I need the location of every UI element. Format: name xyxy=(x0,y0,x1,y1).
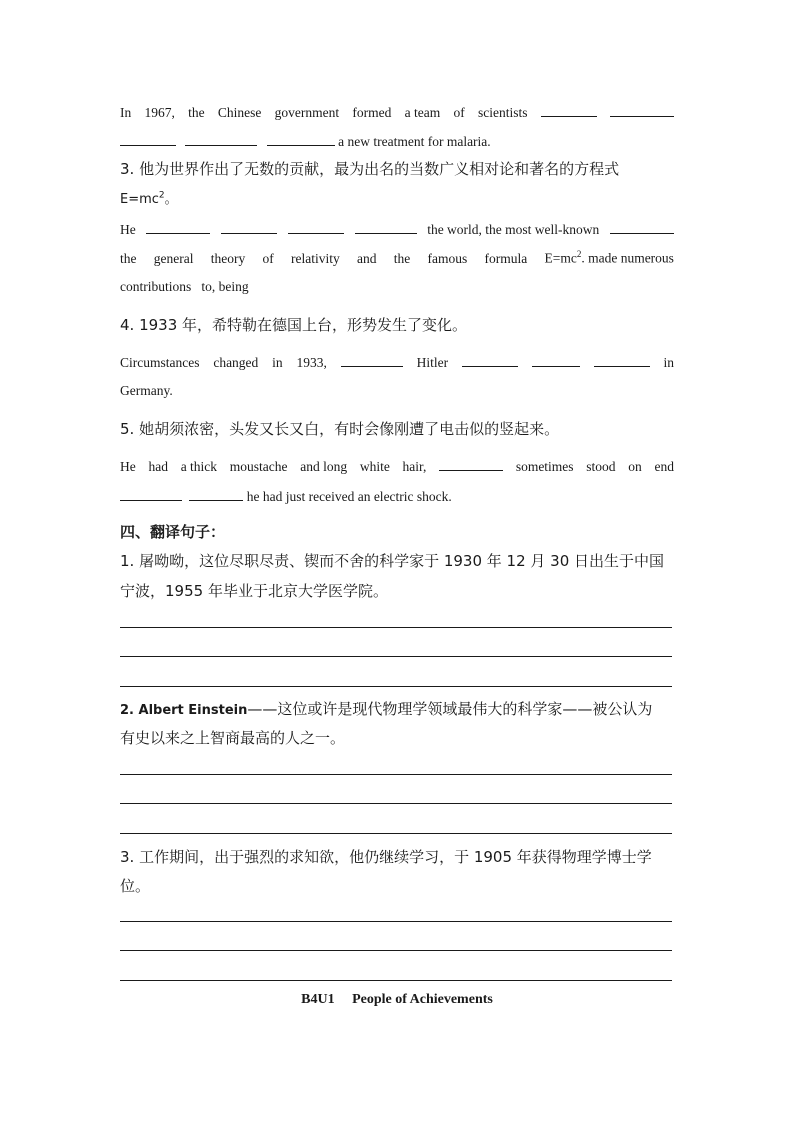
word: In xyxy=(120,105,132,120)
formula-text: E=mc xyxy=(120,192,159,207)
answer-line[interactable] xyxy=(120,950,672,951)
word: of xyxy=(453,105,465,120)
answer-line[interactable] xyxy=(120,921,672,922)
answer-line[interactable] xyxy=(120,686,672,687)
blank-field[interactable] xyxy=(185,132,257,146)
word: relativity xyxy=(290,250,340,266)
q2-lead: 2. Albert Einstein xyxy=(120,703,248,718)
blank-field[interactable] xyxy=(221,220,277,234)
s4-cn: 4. 1933 年，希特勒在德国上台，形势发生了变化。 xyxy=(120,316,468,334)
word: famous xyxy=(427,250,468,266)
s3-en-line3: contributions to, being xyxy=(120,279,249,294)
word: stood xyxy=(586,459,616,474)
s4-en-line1 xyxy=(120,353,674,371)
blank-field[interactable] xyxy=(594,353,650,367)
word: 1967, xyxy=(144,105,175,120)
q3-line1: 3. 工作期间，出于强烈的求知欲，他仍继续学习，于 1905 年获得物理学博士学 xyxy=(120,848,652,866)
s3-cn-line1: 3. 他为世界作出了无数的贡献，最为出名的当数广义相对论和著名的方程式 xyxy=(120,160,620,178)
word: formula xyxy=(484,250,528,266)
q1-line1: 1. 屠呦呦，这位尽职尽责、锲而不舍的科学家于 1930 年 12 月 30 日出生于中国 xyxy=(120,552,665,570)
tail-text: . made numerous xyxy=(581,250,674,266)
period: 。 xyxy=(164,192,178,207)
formula-with-tail xyxy=(544,249,673,267)
word: 1933, xyxy=(296,355,327,370)
q2-line1 xyxy=(120,698,674,719)
s4-en-line2: Germany. xyxy=(120,383,173,398)
word: general xyxy=(153,250,194,266)
s3-cn-line2 xyxy=(120,188,674,207)
word: sometimes xyxy=(515,459,574,474)
answer-line[interactable] xyxy=(120,774,672,775)
section-heading: 四、翻译句子： xyxy=(120,523,226,541)
word: Circumstances xyxy=(120,355,200,370)
word: moustache xyxy=(229,459,288,474)
s2-en-line2 xyxy=(120,132,674,150)
word: white xyxy=(359,459,390,474)
word: Chinese xyxy=(217,105,262,120)
word: hair, xyxy=(402,459,427,474)
word: He xyxy=(120,222,136,237)
word: on xyxy=(628,459,642,474)
word: government xyxy=(274,105,340,120)
blank-field[interactable] xyxy=(462,353,518,367)
blank-field[interactable] xyxy=(267,132,335,146)
s5-cn: 5. 她胡须浓密，头发又长又白，有时会像刚遭了电击似的竖起来。 xyxy=(120,420,560,438)
s2-tail-text: a new treatment for malaria. xyxy=(338,134,491,149)
s5-en-line1 xyxy=(120,457,674,475)
blank-field[interactable] xyxy=(288,220,344,234)
formula-text: E=mc xyxy=(544,250,577,266)
blank-field[interactable] xyxy=(355,220,417,234)
formula-superscript: 2 xyxy=(576,249,582,259)
s2-en-line1 xyxy=(120,103,674,121)
word: the xyxy=(188,105,205,120)
blank-field[interactable] xyxy=(120,132,176,146)
word: changed xyxy=(213,355,259,370)
word: a team xyxy=(404,105,441,120)
word: end xyxy=(654,459,674,474)
blank-field[interactable] xyxy=(439,457,503,471)
answer-line[interactable] xyxy=(120,627,672,628)
answer-line[interactable] xyxy=(120,656,672,657)
page-footer: B4U1 People of Achievements xyxy=(301,992,493,1007)
answer-line[interactable] xyxy=(120,803,672,804)
blank-field[interactable] xyxy=(189,487,243,501)
word: in xyxy=(663,355,674,370)
word: had xyxy=(148,459,168,474)
answer-line[interactable] xyxy=(120,833,672,834)
s5-en-line2 xyxy=(120,487,674,505)
word: a thick xyxy=(180,459,218,474)
word: Hitler xyxy=(416,355,449,370)
q2-line2: 有史以来之上智商最高的人之一。 xyxy=(120,729,346,747)
word: He xyxy=(120,459,136,474)
formula-superscript: 2 xyxy=(158,190,165,201)
q2-text: ——这位或许是现代物理学领域最伟大的科学家——被公认为 xyxy=(247,700,653,718)
blank-field[interactable] xyxy=(610,220,674,234)
word: the xyxy=(120,250,137,266)
q3-line2: 位。 xyxy=(120,877,151,895)
q1-line2: 宁波，1955 年毕业于北京大学医学院。 xyxy=(120,582,388,600)
blank-field[interactable] xyxy=(532,353,580,367)
answer-line[interactable] xyxy=(120,980,672,981)
word: scientists xyxy=(477,105,528,120)
s3-mid-text: the world, the most well-known xyxy=(427,222,600,237)
word: the xyxy=(393,250,411,266)
word: and xyxy=(356,250,377,266)
blank-field[interactable] xyxy=(146,220,210,234)
word: of xyxy=(262,250,274,266)
blank-field[interactable] xyxy=(341,353,403,367)
blank-field[interactable] xyxy=(610,103,674,117)
word: formed xyxy=(352,105,392,120)
s3-en-line2 xyxy=(120,249,674,267)
word: and long xyxy=(300,459,348,474)
blank-field[interactable] xyxy=(541,103,597,117)
word: in xyxy=(272,355,283,370)
blank-field[interactable] xyxy=(120,487,182,501)
s5-tail-text: he had just received an electric shock. xyxy=(246,489,452,504)
word: theory xyxy=(210,250,246,266)
s3-en-line1 xyxy=(120,220,674,238)
